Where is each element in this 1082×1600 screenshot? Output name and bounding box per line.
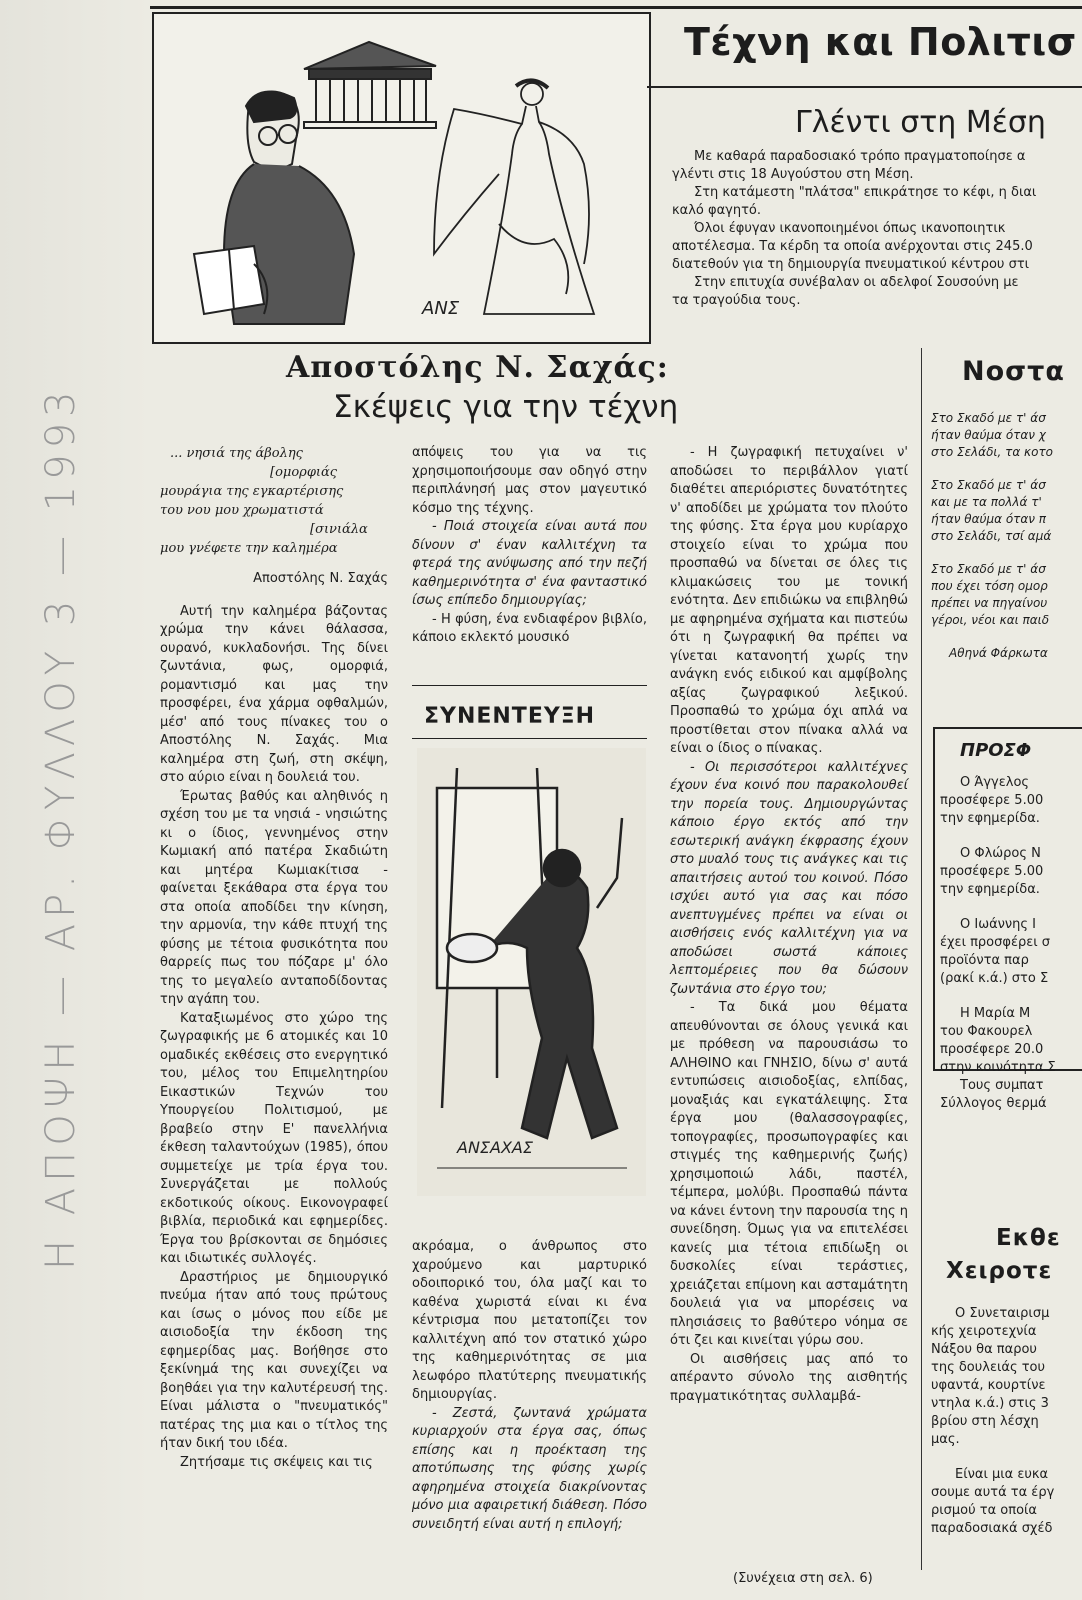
paragraph — [931, 1305, 1082, 1449]
paragraph: απόψεις του για να τις χρησιμοποιήσουμε σαν οδηγό στην περιπλάνησή μας στον μαγευτικό κόσμο της τέχνης. — [412, 445, 647, 516]
poem-line: ... νησιά της άβολης — [170, 446, 303, 461]
article-column-2-bottom — [412, 1238, 647, 1534]
paragraph: Έρωτας βαθύς και αληθινός η σχέση του με τα νησιά - νησιώτης κι ο ίδιος, γεννημένος στην Κωμιακή από πατέρα Σκαδιώτη και μητέρα Κωμιακίτισα - φαίνεται ξεκάθαρα στα έργα του στα οποία αποδίδει την κίνηση, την αρμονία, την κάθε πτυχή της φύσης με τέτοια φυσικότητα που θαρρείς πως του πόζαρε μ' όλο της το μεγαλείο ανταποδίδοντας την αγάπη του. — [160, 788, 388, 1007]
poem — [160, 444, 388, 558]
donation-line: προσέφερε 20.0 — [940, 1042, 1044, 1057]
text-line: σουμε αυτά τα έργ — [931, 1485, 1055, 1500]
glenti-headline: Γλέντι στη Μέση — [795, 105, 1046, 140]
painter-signature: ΑΝΣΑΧΑΣ — [457, 1138, 533, 1157]
poem-line: μου γνέφετε την καλημέρα — [160, 541, 338, 556]
text-line: μας. — [931, 1432, 960, 1447]
glenti-line: καλό φαγητό. — [672, 203, 762, 218]
donation-line: Η Μαρία Μ — [960, 1006, 1031, 1021]
exhibition-article — [931, 1305, 1082, 1555]
interview-answer: - Η ζωγραφική πετυχαίνει ν' αποδώσει το περιβάλλον γιατί διαθέτει απεριόριστες δυνατότητες ν' αποδίδει με χρώματα τον πλούτο της φύσης. Στα έργα μου κυρίαρχο στοιχείο είναι το χρώμα που προσπαθώ να δίνεται σε όλες τις κλιμακώσεις του με τονική ενότητα. Δεν επιδιώκω να επιβληθώ με αφηρημένα σχήματα και πιστεύω ότι η ζωγραφική θα πρέπει να γίνεται κατανοητή χωρίς την ανάγκη ενός ειδικού και αμφίβολης αξίας ζωγραφικού λεξικού. Προσπαθώ το χρώμα όχι απλά να προστίθεται στον πίνακα αλλά να είναι ο ίδιος ο πίνακας. — [670, 445, 908, 756]
glenti-line: Στην επιτυχία συνέβαλαν οι αδελφοί Σουσούνη με — [694, 275, 1019, 290]
donation-line: προσέφερε 5.00 — [940, 864, 1044, 879]
glenti-line: αποτέλεσμα. Τα κέρδη τα οποία ανέρχονται στις 245.0 — [672, 239, 1033, 254]
donation-line: την εφημερίδα. — [940, 811, 1040, 826]
donations-list — [940, 774, 1082, 1130]
continued-note: (Συνέχεια στη σελ. 6) — [733, 1571, 873, 1586]
text-line: παραδοσιακά σχέδ — [931, 1521, 1053, 1536]
interview-question: - Ζεστά, ζωντανά χρώματα κυριαρχούν στα έργα σας, όπως επίσης και η προέκταση της αποτύπωσης της φύσης χωρίς αφηρημένα στοιχεία διακρίνοντας μόνο μια αφαιρετική διάθεση. Πόσο συνειδητή είναι αυτή η επιλογή; — [412, 1405, 647, 1532]
poem-stanza — [931, 561, 1081, 629]
paragraph: Καταξιωμένος στο χώρο της ζωγραφικής με 6 ατομικές και 10 ομαδικές εκθέσεις στο ενεργητικό του, μέλος του Επιμελητηρίου Εικαστικών Τεχνών του Υπουργείου Πολιτισμού, με βραβείο στην Ε' πανελλήνια έκθεση ταλαντούχων (1985), όπου συμμετείχε με τρία έργα του. Συνεργάζεται με πολλούς εκδοτικούς οίκους. Εικονογραφεί βιβλία, περιοδικά και εφημερίδες. Έργα του βρίσκονται σε δημόσιες και ιδιωτικές συλλογές. — [160, 1010, 388, 1266]
top-rule — [150, 6, 1082, 9]
donation-line: Ο Άγγελος — [960, 775, 1030, 790]
donation-line: Σύλλογος θερμά — [940, 1096, 1047, 1111]
poem-stanza — [931, 410, 1081, 461]
poem-line: στο Σελάδι, τα κοτο — [931, 445, 1054, 459]
article-headline: Αποστόλης Ν. Σαχάς: — [286, 350, 669, 385]
poem-line: ήταν θαύμα όταν π — [931, 512, 1047, 526]
donation-line: έχει προσφέρει σ — [940, 935, 1051, 950]
paragraph — [931, 1466, 1082, 1538]
donation-line: την εφημερίδα. — [940, 882, 1040, 897]
poem-line: Στο Σκαδό με τ' άσ — [931, 562, 1046, 576]
donation-entry — [940, 916, 1082, 988]
illustration-frame — [152, 12, 651, 344]
glenti-line: Όλοι έφυγαν ικανοποιημένοι όπως ικανοποιητικ — [694, 221, 1006, 236]
donation-line: Ο Φλώρος Ν — [960, 846, 1041, 861]
glenti-line: τα τραγούδια τους. — [672, 293, 801, 308]
poem-line: Στο Σκαδό με τ' άσ — [931, 411, 1046, 425]
article-column-3 — [670, 444, 908, 1406]
glenti-line: Με καθαρά παραδοσιακό τρόπο πραγματοποίησε α — [694, 149, 1026, 164]
section-title: Τέχνη και Πολιτισ — [684, 20, 1077, 64]
interview-question: - Ποιά στοιχεία είναι αυτά που δίνουν σ' έναν καλλιτέχνη τα φτερά της ανύψωσης από την πεζή καθημερινότητα σ' ένα φανταστικό ίσως επίπεδο δημιουργίας; — [412, 519, 647, 608]
interview-answer: Οι αισθήσεις μας από το απέραντο σύνολο της αισθητής πραγματικότητας συλλαμβά- — [670, 1351, 908, 1404]
nostalgia-poem — [931, 410, 1081, 678]
text-line: βρίου στη λέσχη — [931, 1414, 1039, 1429]
glenti-line: γλέντι στις 18 Αυγούστου στη Μέση. — [672, 167, 914, 182]
text-line: της δουλειάς του — [931, 1360, 1046, 1375]
donation-entry — [940, 845, 1082, 899]
article-column-1 — [160, 444, 388, 1472]
donation-line: (ρακί κ.ά.) στο Σ — [940, 971, 1049, 986]
painter-illustration — [417, 748, 646, 1196]
text-line: ρισμού τα οποία — [931, 1503, 1037, 1518]
donation-entry — [940, 774, 1082, 828]
section-title-rule — [647, 86, 1082, 88]
paragraph: - Η φύση, ένα ενδιαφέρον βιβλίο, κάποιο εκλεκτό μουσικό — [412, 611, 647, 645]
text-line: Νάξου θα παρου — [931, 1342, 1037, 1357]
donation-line: του Φακουρελ — [940, 1024, 1033, 1039]
nostalgia-headline: Νοστα — [962, 356, 1065, 387]
glenti-line: διατεθούν για τη δημιουργία πνευματικού κέντρου στι — [672, 257, 1030, 272]
poem-line: και με τα πολλά τ' — [931, 495, 1042, 509]
poem-line: μουράγια της εγκαρτέρισης — [160, 484, 344, 499]
donation-line: Τους συμπατ — [960, 1078, 1044, 1093]
text-line: υφαντά, κουρτίνε — [931, 1378, 1046, 1393]
poem-line: Στο Σκαδό με τ' άσ — [931, 478, 1046, 492]
interview-answer: - Τα δικά μου θέματα απευθύνονται σε όλους γενικά και με πρόθεση να παρουσιάσω το ΑΛΗΘΙΝΟ και ΓΝΗΣΙΟ, δίνω σ' αυτά εντυπώσεις αισιοδοξίας, ελπίδας, μοναξιάς και εγκατάλειψης. Στα έργα μου (θαλασσογραφίες, τοπογραφίες, προσωπογραφίες και στιγμές της καθημερινής ζωής) χρησιμοποιώ λάδι, παστέλ, τέμπερα, μολύβι. Προσπαθώ πάντα να κάνει έντονη την παρουσία της η συνείδηση. Όμως για να επιτελέσει κανείς μια τέτοια επιδίωξη οι δυσκολίες είναι τεράστιες, χρειάζεται επίμονη και ασταμάτητη δουλειά για να μπορέσεις να πλησιάσεις το βαθύτερο νόημα σε ότι ζει και κινείται γύρω σου. — [670, 1000, 908, 1348]
donation-line: στην κοινότητα Σ — [940, 1060, 1056, 1075]
glenti-line: Στη κατάμεστη "πλάτσα" επικράτησε το κέφι, η διαι — [694, 185, 1037, 200]
poem-author-name: Αθηνά Φάρκωτα — [949, 646, 1048, 660]
glenti-article — [672, 148, 1082, 310]
poem-line: [ομορφιάς — [270, 465, 338, 480]
painter-at-easel-drawing — [417, 748, 646, 1196]
article-column-2-top — [412, 444, 647, 648]
text-line: ντηλα κ.ά.) στις 3 — [931, 1396, 1049, 1411]
poem-line: [σινιάλα — [310, 522, 368, 537]
poem-line: γέροι, νέοι και παιδ — [931, 613, 1050, 627]
donation-line: προσέφερε 5.00 — [940, 793, 1044, 808]
interview-rule — [412, 685, 647, 686]
interview-label: ΣΥΝΕΝΤΕΥΞΗ — [424, 704, 596, 729]
column-divider — [921, 348, 922, 1570]
interview-question: - Οι περισσότεροι καλλιτέχνες έχουν ένα κοινό που παρακολουθεί την πορεία τους. Δημιουργώντας κάποιο έργο εκτός από την εσωτερική ανάγκη έκφρασης έχουν στο μυαλό τους τις ανάγκες και τις απαιτήσεις αυτού του κοινού. Πόσο ισχύει αυτό για σας και πόσο ανεπτυγμένες πρέπει να είναι οι αισθήσεις ενός καλλιτέχνη για να αποδώσει σωστά κάποιες λεπτομέρειες που θα δώσουν ζωντάνια στο έργο του; — [670, 759, 908, 997]
poem-line: που έχει τόση ομορ — [931, 579, 1048, 593]
paragraph: Ζητήσαμε τις σκέψεις και τις — [180, 1454, 373, 1470]
exhibition-headline-1: Εκθε — [996, 1225, 1061, 1251]
reading-man-and-dancer-drawing — [154, 14, 649, 342]
poem-line: στο Σελάδι, τσί αμά — [931, 529, 1052, 543]
donation-line: προϊόντα παρ — [940, 953, 1029, 968]
illustration-signature: ΑΝΣ — [422, 298, 460, 319]
poem-stanza — [931, 477, 1081, 545]
donations-title: ΠΡΟΣΦ — [960, 740, 1032, 761]
article-subheadline: Σκέψεις για την τέχνη — [333, 389, 679, 425]
text-line: Ο Συνεταιρισμ — [955, 1306, 1050, 1321]
donation-entry — [940, 1005, 1082, 1113]
donation-line: Ο Ιωάννης Ι — [960, 917, 1037, 932]
poem-author: Αποστόλης Ν. Σαχάς — [253, 571, 388, 586]
interview-rule — [412, 738, 647, 739]
poem-line: του νου μου χρωματιστά — [160, 503, 324, 518]
text-line: Είναι μια ευκα — [955, 1467, 1049, 1482]
paragraph: ακρόαμα, ο άνθρωπος στο χαρούμενο και μαρτυρικό οδοιπορικό του, όλα μαζί και το καθένα χωριστά είναι κι ένα κέντρισμα που μετατοπίζει τον καλλιτέχνη από τον στατικό χώρο της καθημερινότητας σε μια λεωφόρο πλατύτερης πνευματικής δημιουργίας. — [412, 1239, 647, 1402]
exhibition-headline-2: Χειροτε — [946, 1258, 1053, 1284]
poem-line: ήταν θαύμα όταν χ — [931, 428, 1046, 442]
poem-author — [931, 645, 1081, 662]
text-line: κής χειροτεχνία — [931, 1324, 1037, 1339]
paragraph: Αυτή την καλημέρα βάζοντας χρώμα την κάνει θάλασσα, ουρανό, κυκλαδονήσι. Της δίνει ζωντάνια, φως, ομορφιά, ρομαντισμό και μας την προσφέρει, ένα χάρμα οφθαλμών, μέσ' από τους πίνακες του ο Αποστόλης Ν. Σαχάς. Μια καλημέρα στη ζωή, στη σκέψη, στο αύριο είναι η δουλειά του. — [160, 603, 388, 785]
poem-line: πρέπει να πηγαίνου — [931, 596, 1048, 610]
handwritten-note — [38, 1170, 84, 1270]
paragraph: Δραστήριος με δημιουργικό πνεύμα ήταν από τους πρώτους και ίσως ο μόνος που είδε με αισιοδοξία την έκδοση της εφημερίδας μας. Βοήθησε στο ξεκίνημά της και συνεχίζει να βοηθάει για την καλυτέρευσή της. Είναι μάλιστα ο "πνευματικός" πατέρας της μια και ο τίτλος της ήταν δική του ιδέα. — [160, 1269, 388, 1451]
